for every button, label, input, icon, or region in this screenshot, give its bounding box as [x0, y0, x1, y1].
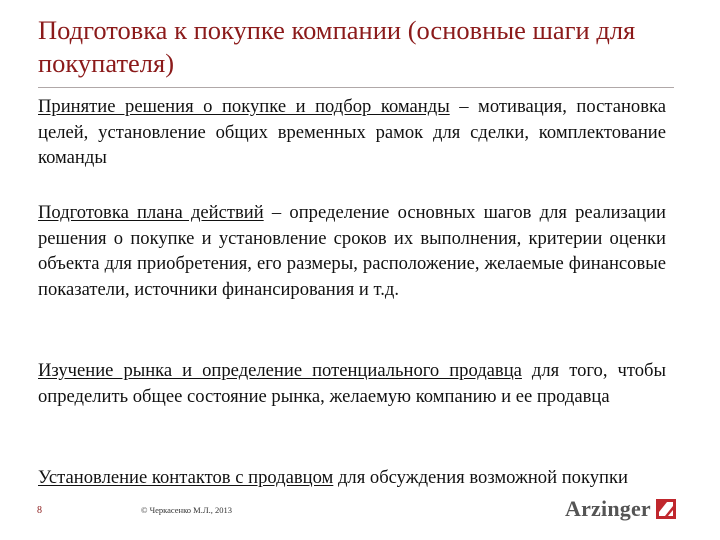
text-contacts: для обсуждения возможной покупки [333, 467, 628, 488]
arzinger-logo [565, 496, 676, 522]
term-action-plan: Подготовка плана действий [38, 202, 264, 223]
paragraph-contacts [38, 465, 666, 491]
copyright-notice: © Черкасенко М.Л., 2013 [141, 505, 232, 515]
logo-mark-icon [656, 499, 676, 519]
paragraph-market-study [38, 358, 666, 409]
logo-text: Arzinger [565, 496, 651, 521]
text-decision: – мотивация, постановка целей, установление общих временных рамок для сделки, комплектование команды [38, 96, 666, 169]
term-market-study: Изучение рынка и определение потенциального продавца [38, 360, 522, 381]
slide-title: Подготовка к покупке компании (основные шаги для покупателя) [38, 15, 636, 78]
term-contacts: Установление контактов с продавцом [38, 467, 334, 488]
title-divider [38, 87, 674, 88]
slide-number: 8 [37, 505, 42, 516]
text-market-study: для того, чтобы определить общее состояние рынка, желаемую компанию и ее продавца [38, 360, 666, 407]
paragraph-action-plan [38, 200, 666, 303]
term-decision: Принятие решения о покупке и подбор команды [38, 96, 450, 117]
text-action-plan: – определение основных шагов для реализации решения о покупке и установление сроков их выполнения, критерии оценки объекта для приобретения, его размеры, расположение, желаемые финансовые показатели, источники финансирования и т.д. [38, 202, 667, 301]
paragraph-decision [38, 94, 666, 171]
